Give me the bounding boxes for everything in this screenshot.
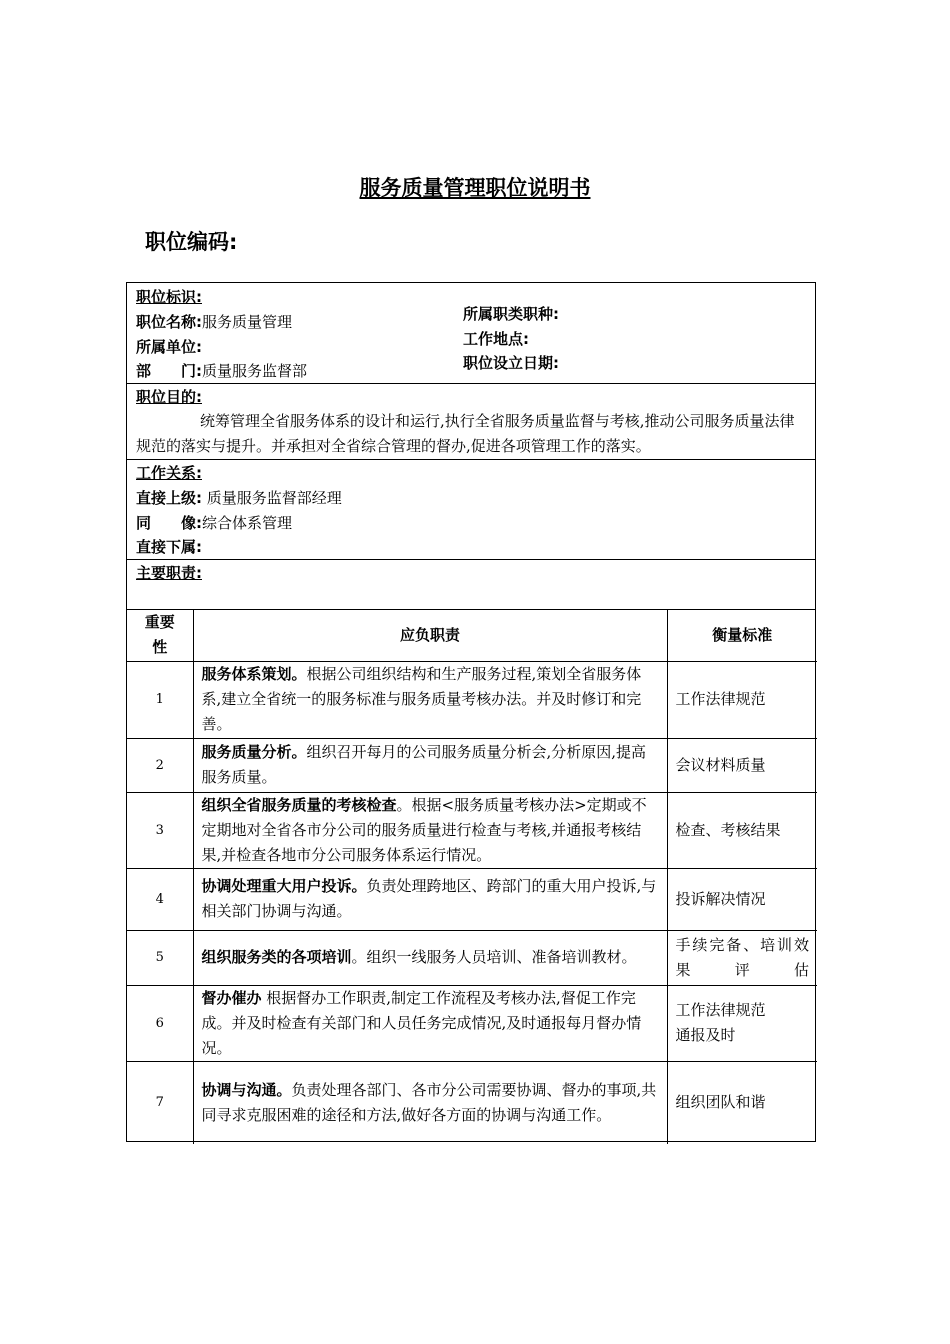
duty-cell bbox=[193, 1061, 667, 1144]
job-category-label: 所属职类职种: bbox=[463, 305, 559, 323]
duty-cell bbox=[193, 661, 667, 738]
duty-title: 服务质量分析。 bbox=[201, 743, 307, 761]
peer-row bbox=[136, 513, 292, 533]
row-number: 2 bbox=[127, 738, 193, 792]
table-row bbox=[127, 738, 817, 792]
duties-section bbox=[127, 560, 815, 610]
work-location-label: 工作地点: bbox=[463, 330, 529, 348]
identity-section bbox=[127, 283, 815, 384]
measure-cell: 检查、考核结果 bbox=[667, 792, 817, 868]
table-row bbox=[127, 868, 817, 930]
measure-cell: 手续完备、培训效果评估 bbox=[667, 930, 817, 985]
duty-header: 应负职责 bbox=[193, 610, 667, 661]
duties-heading: 主要职责: bbox=[136, 564, 202, 582]
purpose-section bbox=[127, 384, 815, 460]
duty-title: 服务体系策划。 bbox=[201, 665, 307, 683]
duty-title: 组织服务类的各项培训 bbox=[201, 948, 352, 966]
identity-heading: 职位标识: bbox=[136, 288, 202, 306]
measure-cell: 组织团队和谐 bbox=[667, 1061, 817, 1144]
duty-text: 组织召开每月的公司服务质量分析会,分析原因,提高服务质量。 bbox=[201, 743, 647, 786]
table-row bbox=[127, 1061, 817, 1144]
measure-cell: 投诉解决情况 bbox=[667, 868, 817, 930]
unit-label: 所属单位: bbox=[136, 338, 202, 356]
department-value: 质量服务监督部 bbox=[202, 362, 308, 380]
measure-cell: 工作法律规范 bbox=[667, 661, 817, 738]
position-code-label: 职位编码: bbox=[145, 230, 238, 254]
department-label: 部 门: bbox=[136, 362, 202, 380]
position-name-value: 服务质量管理 bbox=[202, 313, 293, 331]
peer-label: 同 像: bbox=[136, 514, 202, 532]
measure-cell: 会议材料质量 bbox=[667, 738, 817, 792]
duty-title: 协调与沟通。 bbox=[201, 1080, 292, 1099]
job-description-form bbox=[126, 282, 816, 1142]
importance-header: 重要性 bbox=[127, 610, 193, 661]
establish-date-label: 职位设立日期: bbox=[463, 354, 559, 372]
duty-text: 根据公司组织结构和生产服务过程,策划全省服务体系,建立全省统一的服务标准与服务质量考核办法。并及时修订和完善。 bbox=[201, 665, 642, 733]
purpose-text: 统筹管理全省服务体系的设计和运行,执行全省服务质量监督与考核,推动公司服务质量法律规范的落实与提升。并承担对全省综合管理的督办,促进各项管理工作的落实。 bbox=[136, 412, 795, 455]
duties-table bbox=[127, 610, 817, 1144]
measure-cell: 工作法律规范通报及时 bbox=[667, 985, 817, 1061]
measure-header: 衡量标准 bbox=[667, 610, 817, 661]
peer-value: 综合体系管理 bbox=[202, 514, 293, 532]
duty-text: 负责处理跨地区、跨部门的重大用户投诉,与相关部门协调与沟通。 bbox=[201, 877, 657, 920]
relations-section bbox=[127, 460, 815, 560]
duty-title: 督办催办 bbox=[201, 988, 262, 1007]
superior-row bbox=[136, 488, 342, 508]
table-row bbox=[127, 930, 817, 985]
purpose-heading: 职位目的: bbox=[136, 388, 202, 406]
table-row bbox=[127, 985, 817, 1061]
duty-cell bbox=[193, 792, 667, 868]
row-number: 7 bbox=[127, 1061, 193, 1144]
row-number: 4 bbox=[127, 868, 193, 930]
duty-title: 协调处理重大用户投诉。 bbox=[201, 877, 367, 895]
row-number: 5 bbox=[127, 930, 193, 985]
duty-cell bbox=[193, 930, 667, 985]
relations-heading: 工作关系: bbox=[136, 464, 202, 482]
duty-title: 组织全省服务质量的考核检查 bbox=[201, 795, 397, 814]
position-name-label: 职位名称: bbox=[136, 313, 202, 331]
duty-cell bbox=[193, 738, 667, 792]
row-number: 3 bbox=[127, 792, 193, 868]
row-number: 6 bbox=[127, 985, 193, 1061]
superior-value: 质量服务监督部经理 bbox=[206, 489, 342, 507]
duty-text: 负责处理各部门、各市分公司需要协调、督办的事项,共同寻求克服困难的途径和方法,做好各方面的协调与沟通工作。 bbox=[201, 1080, 657, 1124]
duty-text: 。根据<服务质量考核办法>定期或不定期地对全省各市分公司的服务质量进行检查与考核,并通报考核结果,并检查各地市分公司服务体系运行情况。 bbox=[201, 795, 647, 864]
superior-label: 直接上级: bbox=[136, 489, 202, 507]
duty-text: 。组织一线服务人员培训、准备培训教材。 bbox=[351, 948, 637, 966]
duty-cell bbox=[193, 868, 667, 930]
table-row bbox=[127, 792, 817, 868]
position-name-row bbox=[136, 312, 292, 332]
row-number: 1 bbox=[127, 661, 193, 738]
duty-cell bbox=[193, 985, 667, 1061]
subordinate-label: 直接下属: bbox=[136, 538, 202, 556]
table-header-row bbox=[127, 610, 817, 661]
duty-text: 根据督办工作职责,制定工作流程及考核办法,督促工作完成。并及时检查有关部门和人员任务完成情况,及时通报每月督办情况。 bbox=[201, 988, 642, 1057]
table-row bbox=[127, 661, 817, 738]
page-title: 服务质量管理职位说明书 bbox=[359, 176, 591, 200]
department-row bbox=[136, 361, 307, 381]
